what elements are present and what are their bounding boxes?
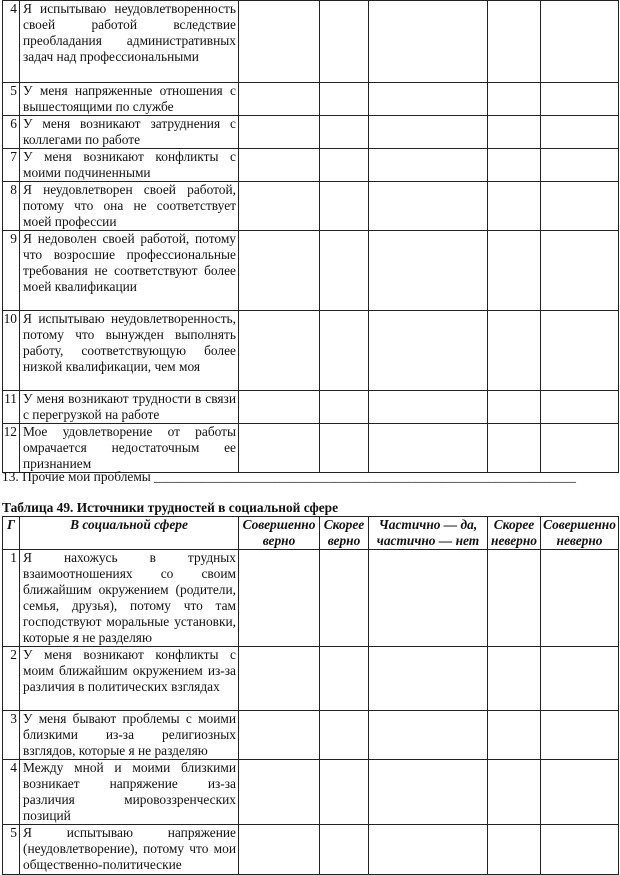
answer-cell[interactable]: [239, 711, 320, 760]
answer-cell[interactable]: [541, 825, 619, 875]
answer-cell[interactable]: [488, 647, 541, 711]
answer-cell[interactable]: [488, 760, 541, 825]
answer-cell[interactable]: [541, 149, 619, 182]
answer-cell[interactable]: [488, 149, 541, 182]
answer-cell[interactable]: [320, 760, 369, 825]
column-header-fully-true: Совершенно верно: [239, 517, 320, 550]
row-number: 6: [3, 116, 20, 149]
answer-cell[interactable]: [239, 116, 320, 149]
column-header-rather-true: Скорее верно: [320, 517, 369, 550]
answer-cell[interactable]: [320, 550, 369, 647]
answer-cell[interactable]: [541, 391, 619, 424]
answer-cell[interactable]: [239, 182, 320, 231]
row-statement: У меня возникают конфликты с моими подчиненными: [20, 149, 239, 182]
answer-cell[interactable]: [239, 391, 320, 424]
table-row: [3, 760, 619, 825]
row-statement: Мое удовлетворение от работы омрачается недостаточным ее признанием: [20, 424, 239, 473]
row-number: 5: [3, 825, 20, 875]
answer-cell[interactable]: [541, 1, 619, 83]
table-row: [3, 1, 619, 83]
row-statement: Я испытываю неудовлетворенность своей работой вследствие преобладания административных задач над профессиональными: [20, 1, 239, 83]
answer-cell[interactable]: [541, 231, 619, 311]
table-row: [3, 424, 619, 473]
answer-cell[interactable]: [239, 149, 320, 182]
answer-cell[interactable]: [541, 760, 619, 825]
table-row: [3, 231, 619, 311]
table-row: [3, 182, 619, 231]
row-number: 7: [3, 149, 20, 182]
column-header-sphere: В социальной сфере: [20, 517, 239, 550]
answer-cell[interactable]: [488, 231, 541, 311]
row-statement: У меня возникают конфликты с моим ближайшим окружением из-за различия в политических взглядах: [20, 647, 239, 711]
row-number: 4: [3, 1, 20, 83]
answer-cell[interactable]: [369, 647, 488, 711]
row-statement: У меня бывают проблемы с моими близкими из-за религиозных взглядов, которые я не разделяю: [20, 711, 239, 760]
answer-cell[interactable]: [369, 182, 488, 231]
row-statement: У меня напряженные отношения с вышестоящими по службе: [20, 83, 239, 116]
answer-cell[interactable]: [239, 311, 320, 391]
answer-cell[interactable]: [239, 424, 320, 473]
answer-cell[interactable]: [541, 116, 619, 149]
table-row: [3, 391, 619, 424]
answer-cell[interactable]: [369, 711, 488, 760]
answer-cell[interactable]: [320, 647, 369, 711]
table-caption: Таблица 49. Источники трудностей в социальной сфере: [2, 500, 339, 515]
answer-cell[interactable]: [239, 760, 320, 825]
answer-cell[interactable]: [320, 311, 369, 391]
row-statement: У меня возникают затруднения с коллегами по работе: [20, 116, 239, 149]
answer-cell[interactable]: [488, 1, 541, 83]
row-number: 9: [3, 231, 20, 311]
table-row: [3, 825, 619, 875]
work-difficulties-table: [2, 0, 619, 473]
answer-cell[interactable]: [369, 1, 488, 83]
column-header-fully-false: Совершенно неверно: [541, 517, 619, 550]
answer-cell[interactable]: [488, 825, 541, 875]
answer-cell[interactable]: [320, 1, 369, 83]
answer-cell[interactable]: [320, 116, 369, 149]
answer-cell[interactable]: [239, 231, 320, 311]
answer-cell[interactable]: [239, 1, 320, 83]
table-row: [3, 647, 619, 711]
answer-cell[interactable]: [239, 825, 320, 875]
row-number: 2: [3, 647, 20, 711]
answer-cell[interactable]: [541, 647, 619, 711]
column-header-rather-false: Скорее неверно: [488, 517, 541, 550]
answer-cell[interactable]: [369, 116, 488, 149]
answer-cell[interactable]: [488, 424, 541, 473]
answer-cell[interactable]: [320, 825, 369, 875]
answer-cell[interactable]: [369, 231, 488, 311]
answer-cell[interactable]: [541, 550, 619, 647]
row-number: 5: [3, 83, 20, 116]
answer-cell[interactable]: [369, 391, 488, 424]
row-statement: Я недоволен своей работой, потому что возросшие профессиональные требования не соответствуют более моей квалификации: [20, 231, 239, 311]
answer-cell[interactable]: [488, 711, 541, 760]
row-statement: Я испытываю неудовлетворенность, потому что вынужден выполнять работу, соответствующую более низкой квалификации, чем моя: [20, 311, 239, 391]
table-row: [3, 550, 619, 647]
answer-cell[interactable]: [369, 311, 488, 391]
answer-cell[interactable]: [369, 550, 488, 647]
table-row: [3, 711, 619, 760]
answer-cell[interactable]: [369, 760, 488, 825]
row-number: 10: [3, 311, 20, 391]
table-row: [3, 149, 619, 182]
answer-cell[interactable]: [239, 83, 320, 116]
column-header-number: Г: [3, 517, 20, 550]
table-row: [3, 116, 619, 149]
answer-cell[interactable]: [488, 182, 541, 231]
answer-cell[interactable]: [541, 711, 619, 760]
answer-cell[interactable]: [320, 149, 369, 182]
row-statement: Я испытываю напряжение (неудовлетворение), потому что мои общественно-политические: [20, 825, 239, 875]
answer-cell[interactable]: [541, 311, 619, 391]
answer-cell[interactable]: [369, 149, 488, 182]
answer-cell[interactable]: [369, 825, 488, 875]
row-number: 8: [3, 182, 20, 231]
answer-cell[interactable]: [369, 424, 488, 473]
answer-cell[interactable]: [320, 711, 369, 760]
answer-cell[interactable]: [320, 231, 369, 311]
table-row: [3, 83, 619, 116]
answer-cell[interactable]: [369, 83, 488, 116]
answer-cell[interactable]: [488, 116, 541, 149]
answer-cell[interactable]: [541, 182, 619, 231]
answer-cell[interactable]: [320, 83, 369, 116]
row-number: 11: [3, 391, 20, 424]
row-number: 12: [3, 424, 20, 473]
answer-cell[interactable]: [488, 550, 541, 647]
answer-cell[interactable]: [320, 424, 369, 473]
row-number: 1: [3, 550, 20, 647]
row-statement: Между мной и моими близкими возникает напряжение из-за различия мировоззренческих позиций: [20, 760, 239, 825]
row-statement: Я неудовлетворен своей работой, потому что она не соответствует моей профессии: [20, 182, 239, 231]
answer-cell[interactable]: [239, 647, 320, 711]
table-row: [3, 311, 619, 391]
answer-cell[interactable]: [239, 550, 320, 647]
table-header-row: [3, 517, 619, 550]
other-problems-line[interactable]: 13. Прочие мои проблемы _______________________________________________________________: [2, 469, 576, 484]
answer-cell[interactable]: [541, 83, 619, 116]
answer-cell[interactable]: [488, 391, 541, 424]
row-number: 3: [3, 711, 20, 760]
social-difficulties-table: [2, 516, 619, 875]
answer-cell[interactable]: [488, 83, 541, 116]
answer-cell[interactable]: [541, 424, 619, 473]
answer-cell[interactable]: [320, 391, 369, 424]
answer-cell[interactable]: [320, 182, 369, 231]
row-statement: Я нахожусь в трудных взаимоотношениях со своим ближайшим окружением (родители, семья, друзья), потому что там господствуют моральные установки, которые я не разделяю: [20, 550, 239, 647]
row-statement: У меня возникают трудности в связи с перегрузкой на работе: [20, 391, 239, 424]
answer-cell[interactable]: [488, 311, 541, 391]
row-number: 4: [3, 760, 20, 825]
column-header-partially: Частично — да, частично — нет: [369, 517, 488, 550]
